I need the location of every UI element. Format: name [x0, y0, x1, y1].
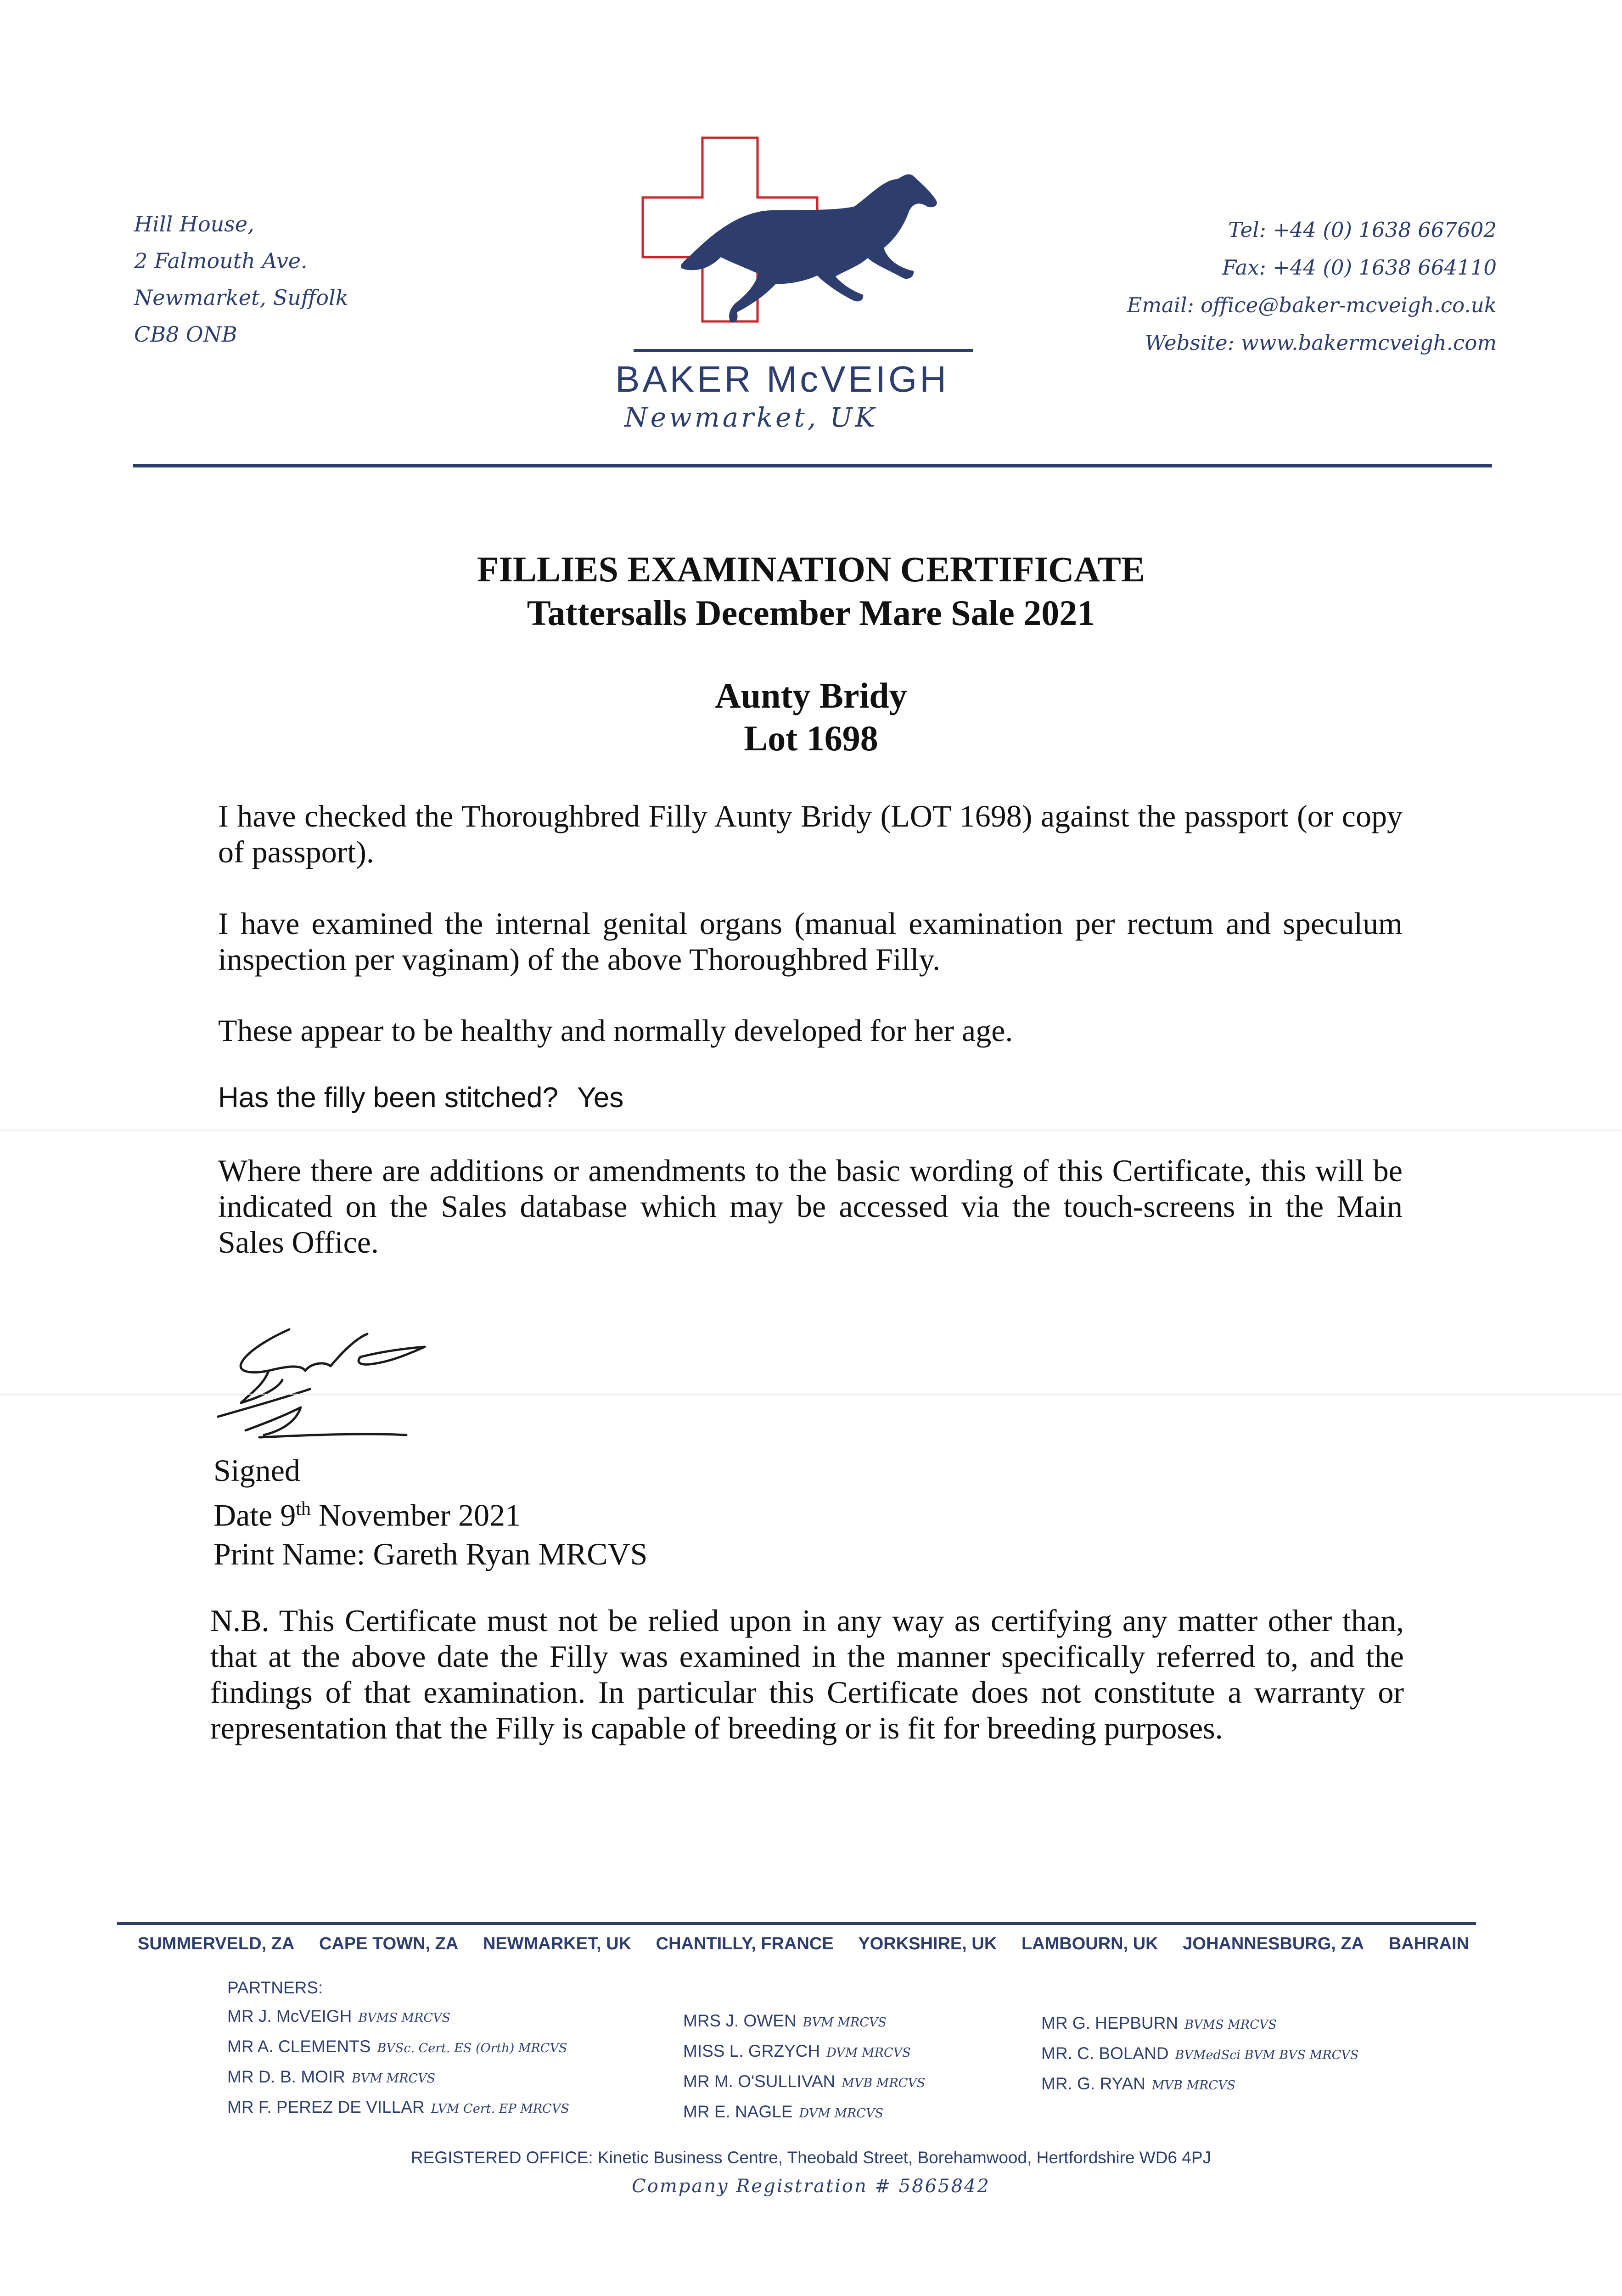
- company-registration: Company Registration # 5865842: [632, 2176, 990, 2197]
- contact-phone: Tel: +44 (0) 1638 667602: [1228, 218, 1497, 242]
- partner-entry: MR E. NAGLE DVM MRCVS: [683, 2102, 884, 2121]
- print-name: Print Name: Gareth Ryan MRCVS: [213, 1536, 648, 1571]
- address-line: Hill House,: [134, 212, 254, 236]
- logo-underline: [634, 349, 973, 352]
- partner-entry: MR. G. RYAN MVB MRCVS: [1041, 2074, 1236, 2093]
- location-item: SUMMERVELD, ZA: [138, 1934, 295, 1953]
- signature-block: [213, 1451, 647, 1573]
- address-line: 2 Falmouth Ave.: [134, 248, 308, 273]
- signed-label: Signed: [213, 1453, 300, 1488]
- partner-entry: MR. C. BOLAND BVMedSci BVM BVS MRCVS: [1041, 2044, 1359, 2063]
- location-item: JOHANNESBURG, ZA: [1183, 1934, 1364, 1953]
- address-line: CB8 ONB: [134, 322, 237, 347]
- partner-entry: MR G. HEPBURN BVMS MRCVS: [1041, 2014, 1277, 2032]
- baker-mcveigh-logo: [634, 133, 973, 354]
- stitched-question: Has the filly been stitched?: [218, 1082, 558, 1114]
- partners-label: PARTNERS:: [227, 1978, 323, 1997]
- letterhead-address: [134, 206, 419, 353]
- location-item: LAMBOURN, UK: [1021, 1934, 1158, 1953]
- scan-artifact-line: [0, 1394, 1622, 1395]
- partner-entry: MR F. PEREZ DE VILLAR LVM Cert. EP MRCVS: [227, 2098, 569, 2116]
- brand-name: BAKER McVEIGH: [615, 359, 949, 400]
- brand-location: Newmarket, UK: [624, 402, 878, 433]
- contact-email: Email: office@baker-mcveigh.co.uk: [1127, 293, 1497, 317]
- healthy-paragraph: These appear to be healthy and normally developed for her age.: [218, 1013, 1013, 1048]
- address-line: Newmarket, Suffolk: [134, 285, 348, 310]
- letterhead-contact: [1056, 211, 1497, 362]
- sale-name: Tattersalls December Mare Sale 2021: [527, 593, 1095, 633]
- partner-entry: MR M. O'SULLIVAN MVB MRCVS: [683, 2072, 926, 2091]
- office-locations: [138, 1934, 1469, 1954]
- header-rule: [133, 464, 1492, 467]
- partner-entry: MR D. B. MOIR BVM MRCVS: [227, 2067, 436, 2086]
- contact-fax: Fax: +44 (0) 1638 664110: [1222, 255, 1497, 280]
- lot-number: Lot 1698: [744, 718, 878, 758]
- partner-entry: MR A. CLEMENTS BVSc. Cert. ES (Orth) MRCVS: [227, 2037, 567, 2056]
- partners-column-2: [683, 2007, 925, 2128]
- footer-rule: [117, 1922, 1476, 1925]
- location-item: CHANTILLY, FRANCE: [656, 1934, 834, 1953]
- passport-check-paragraph: I have checked the Thoroughbred Filly Aunty Bridy (LOT 1698) against the passport (or copy of passport).: [218, 799, 1403, 869]
- examination-paragraph: I have examined the internal genital organs (manual examination per rectum and speculum inspection per vaginam) of the above Thoroughbred Filly.: [218, 906, 1403, 977]
- nb-disclaimer: N.B. This Certificate must not be relied upon in any way as certifying any matter other than, that at the above date the Filly was examined in the manner specifically referred to, and the findings of that examination. In particular this Certificate does not constitute a warranty or representation that the Filly is capable of breeding or is fit for breeding purposes.: [210, 1603, 1404, 1745]
- scan-artifact-line: [0, 1130, 1622, 1131]
- partners-column-1: [227, 2002, 569, 2123]
- signed-date: Date 9th November 2021: [213, 1497, 521, 1533]
- partners-column-3: [1041, 2009, 1358, 2100]
- registered-office: REGISTERED OFFICE: Kinetic Business Centre, Theobald Street, Borehamwood, Hertfordshire WD6 4PJ: [410, 2148, 1212, 2167]
- location-item: NEWMARKET, UK: [483, 1934, 631, 1953]
- partner-entry: MR J. McVEIGH BVMS MRCVS: [227, 2007, 451, 2026]
- signature: [209, 1320, 466, 1453]
- partner-entry: MRS J. OWEN BVM MRCVS: [683, 2011, 887, 2030]
- horse-name: Aunty Bridy: [715, 675, 907, 715]
- stitched-line: [218, 1081, 623, 1114]
- contact-website: Website: www.bakermcveigh.com: [1145, 331, 1497, 355]
- partner-entry: MISS L. GRZYCH DVM MRCVS: [683, 2042, 911, 2060]
- stitched-answer: Yes: [577, 1082, 624, 1114]
- location-item: BAHRAIN: [1388, 1934, 1469, 1953]
- location-item: YORKSHIRE, UK: [858, 1934, 997, 1953]
- amendments-paragraph: Where there are additions or amendments to the basic wording of this Certificate, this will be indicated on the Sales database which may be accessed via the touch-screens in the Main Sales Office.: [218, 1153, 1403, 1260]
- certificate-title: FILLIES EXAMINATION CERTIFICATE: [477, 549, 1145, 589]
- location-item: CAPE TOWN, ZA: [319, 1934, 459, 1953]
